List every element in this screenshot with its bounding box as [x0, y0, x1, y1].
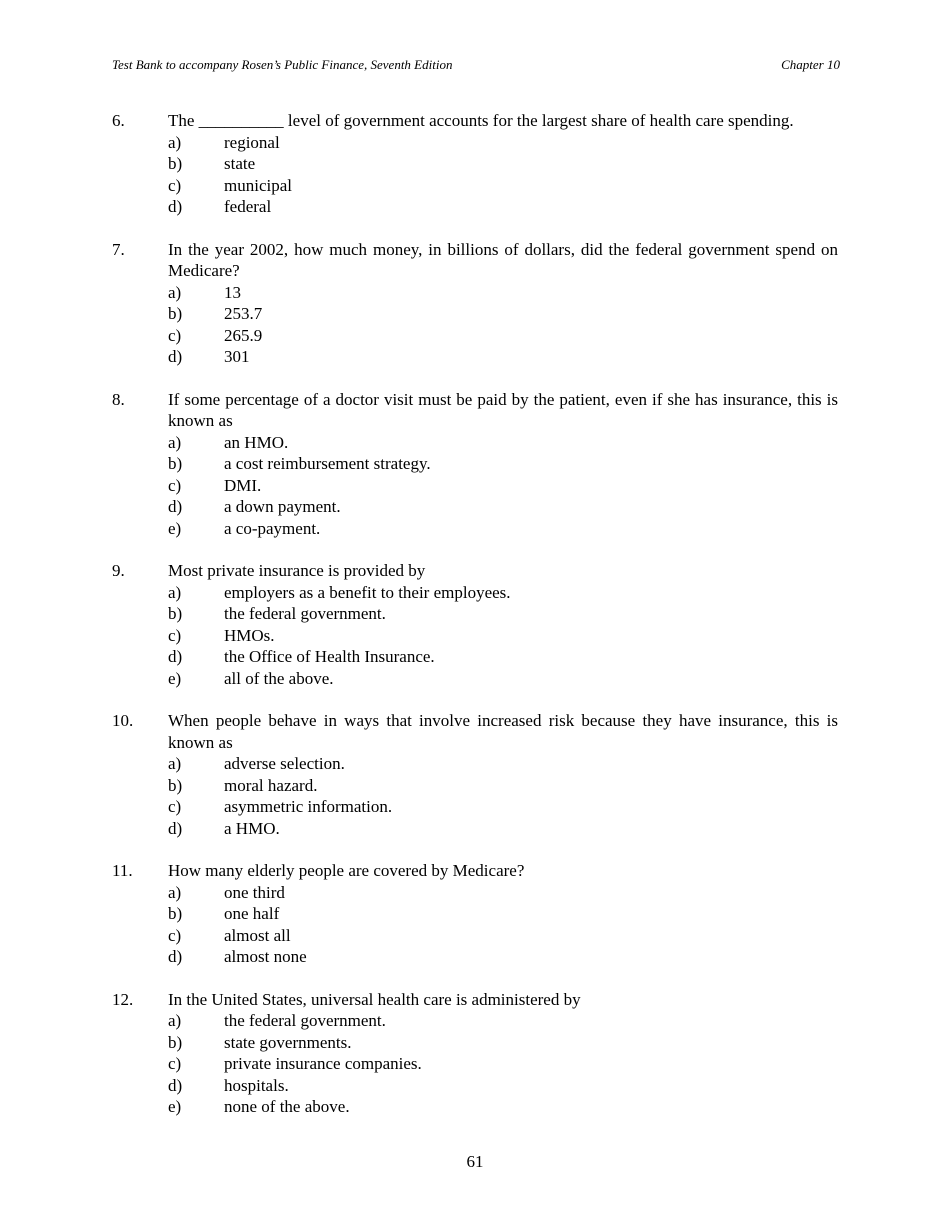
page-header	[112, 57, 840, 77]
question-item	[112, 389, 840, 540]
option-text: one third	[224, 882, 285, 902]
question-number: 12.	[112, 989, 134, 1009]
option-letter: d)	[168, 647, 183, 666]
question-text: When people behave in ways that involve increased risk because they have insurance, this is known as	[168, 711, 838, 752]
question-stem	[112, 860, 840, 882]
option-text: the federal government.	[224, 604, 386, 623]
answer-option	[112, 796, 840, 818]
answer-option	[112, 153, 840, 175]
question-item	[112, 989, 840, 1118]
answer-option	[112, 1053, 840, 1075]
question-number: 6.	[112, 111, 125, 130]
question-stem	[112, 989, 840, 1011]
option-text: 265.9	[224, 325, 263, 345]
option-letter: b)	[168, 454, 183, 473]
option-text: asymmetric information.	[224, 797, 393, 816]
option-letter: d)	[168, 197, 183, 216]
option-text: adverse selection.	[224, 754, 345, 773]
option-letter: b)	[168, 775, 183, 795]
option-letter: c)	[168, 1054, 182, 1073]
question-item	[112, 560, 840, 689]
question-number: 10.	[112, 711, 134, 730]
answer-option	[112, 132, 840, 154]
option-text: private insurance companies.	[224, 1054, 422, 1073]
question-list	[112, 110, 840, 1139]
option-letter: a)	[168, 582, 182, 602]
answer-option	[112, 346, 840, 368]
question-stem	[112, 389, 840, 432]
question-text: If some percentage of a doctor visit must be paid by the patient, even if she has insurance, this is known as	[168, 389, 838, 430]
answer-option	[112, 1096, 840, 1118]
page-number: 61	[466, 1152, 484, 1171]
header-title: Test Bank to accompany Rosen’s Public Finance, Seventh Edition	[112, 57, 453, 72]
answer-option	[112, 196, 840, 218]
option-text: moral hazard.	[224, 775, 318, 795]
answer-option	[112, 1075, 840, 1097]
option-text: DMI.	[224, 475, 262, 495]
question-number: 11.	[112, 861, 133, 880]
option-text: almost all	[224, 925, 291, 945]
answer-option	[112, 668, 840, 690]
question-stem	[112, 560, 840, 582]
answer-option	[112, 646, 840, 668]
option-letter: c)	[168, 475, 182, 495]
option-letter: e)	[168, 668, 182, 688]
option-letter: d)	[168, 1075, 183, 1095]
option-text: federal	[224, 197, 272, 216]
option-letter: a)	[168, 882, 182, 902]
option-text: none of the above.	[224, 1097, 350, 1116]
answer-option	[112, 925, 840, 947]
option-letter: c)	[168, 625, 182, 645]
option-text: almost none	[224, 947, 307, 966]
question-item	[112, 239, 840, 368]
option-letter: d)	[168, 818, 183, 838]
answer-option	[112, 582, 840, 604]
option-text: the Office of Health Insurance.	[224, 647, 435, 666]
answer-option	[112, 325, 840, 347]
question-text: How many elderly people are covered by Medicare?	[168, 861, 525, 880]
option-text: state governments.	[224, 1032, 352, 1052]
option-text: a HMO.	[224, 818, 280, 838]
option-letter: b)	[168, 304, 183, 323]
option-letter: a)	[168, 132, 182, 152]
answer-option	[112, 453, 840, 475]
question-number: 8.	[112, 389, 125, 409]
answer-option	[112, 903, 840, 925]
option-letter: a)	[168, 282, 182, 302]
question-item	[112, 110, 840, 218]
option-letter: d)	[168, 347, 183, 366]
option-text: municipal	[224, 175, 292, 195]
option-letter: d)	[168, 947, 183, 966]
option-text: employers as a benefit to their employees.	[224, 582, 511, 602]
option-text: a down payment.	[224, 497, 341, 516]
option-text: state	[224, 154, 256, 173]
option-letter: b)	[168, 1032, 183, 1052]
option-text: a cost reimbursement strategy.	[224, 454, 431, 473]
answer-option	[112, 475, 840, 497]
option-letter: c)	[168, 325, 182, 345]
option-text: all of the above.	[224, 668, 334, 688]
option-letter: c)	[168, 175, 182, 195]
option-letter: b)	[168, 604, 183, 623]
option-letter: a)	[168, 432, 182, 452]
answer-option	[112, 1010, 840, 1032]
option-letter: b)	[168, 904, 183, 923]
option-text: regional	[224, 132, 280, 152]
answer-option	[112, 496, 840, 518]
option-text: an HMO.	[224, 432, 289, 452]
question-text: In the United States, universal health care is administered by	[168, 989, 581, 1009]
answer-option	[112, 282, 840, 304]
option-text: the federal government.	[224, 1011, 386, 1030]
header-chapter: Chapter 10	[781, 57, 840, 72]
question-text: In the year 2002, how much money, in billions of dollars, did the federal government spend on Medicare?	[168, 239, 838, 280]
answer-option	[112, 175, 840, 197]
question-text: The __________ level of government accounts for the largest share of health care spending.	[168, 111, 794, 130]
answer-option	[112, 946, 840, 968]
answer-option	[112, 432, 840, 454]
question-text: Most private insurance is provided by	[168, 561, 426, 580]
answer-option	[112, 753, 840, 775]
answer-option	[112, 603, 840, 625]
answer-option	[112, 518, 840, 540]
option-text: 253.7	[224, 304, 263, 323]
answer-option	[112, 818, 840, 840]
option-text: 301	[224, 347, 250, 366]
question-number: 7.	[112, 239, 125, 259]
option-letter: c)	[168, 797, 182, 816]
question-stem	[112, 110, 840, 132]
option-text: one half	[224, 904, 280, 923]
question-item	[112, 710, 840, 839]
option-letter: b)	[168, 154, 183, 173]
answer-option	[112, 775, 840, 797]
option-text: HMOs.	[224, 625, 275, 645]
option-text: a co-payment.	[224, 518, 321, 538]
question-stem	[112, 710, 840, 753]
question-stem	[112, 239, 840, 282]
option-letter: e)	[168, 1097, 182, 1116]
question-number: 9.	[112, 561, 125, 580]
option-letter: c)	[168, 925, 182, 945]
option-letter: a)	[168, 1011, 182, 1030]
answer-option	[112, 882, 840, 904]
answer-option	[112, 625, 840, 647]
option-letter: d)	[168, 497, 183, 516]
option-text: hospitals.	[224, 1075, 289, 1095]
answer-option	[112, 1032, 840, 1054]
option-letter: a)	[168, 754, 182, 773]
option-text: 13	[224, 282, 241, 302]
answer-option	[112, 303, 840, 325]
option-letter: e)	[168, 518, 182, 538]
question-item	[112, 860, 840, 968]
